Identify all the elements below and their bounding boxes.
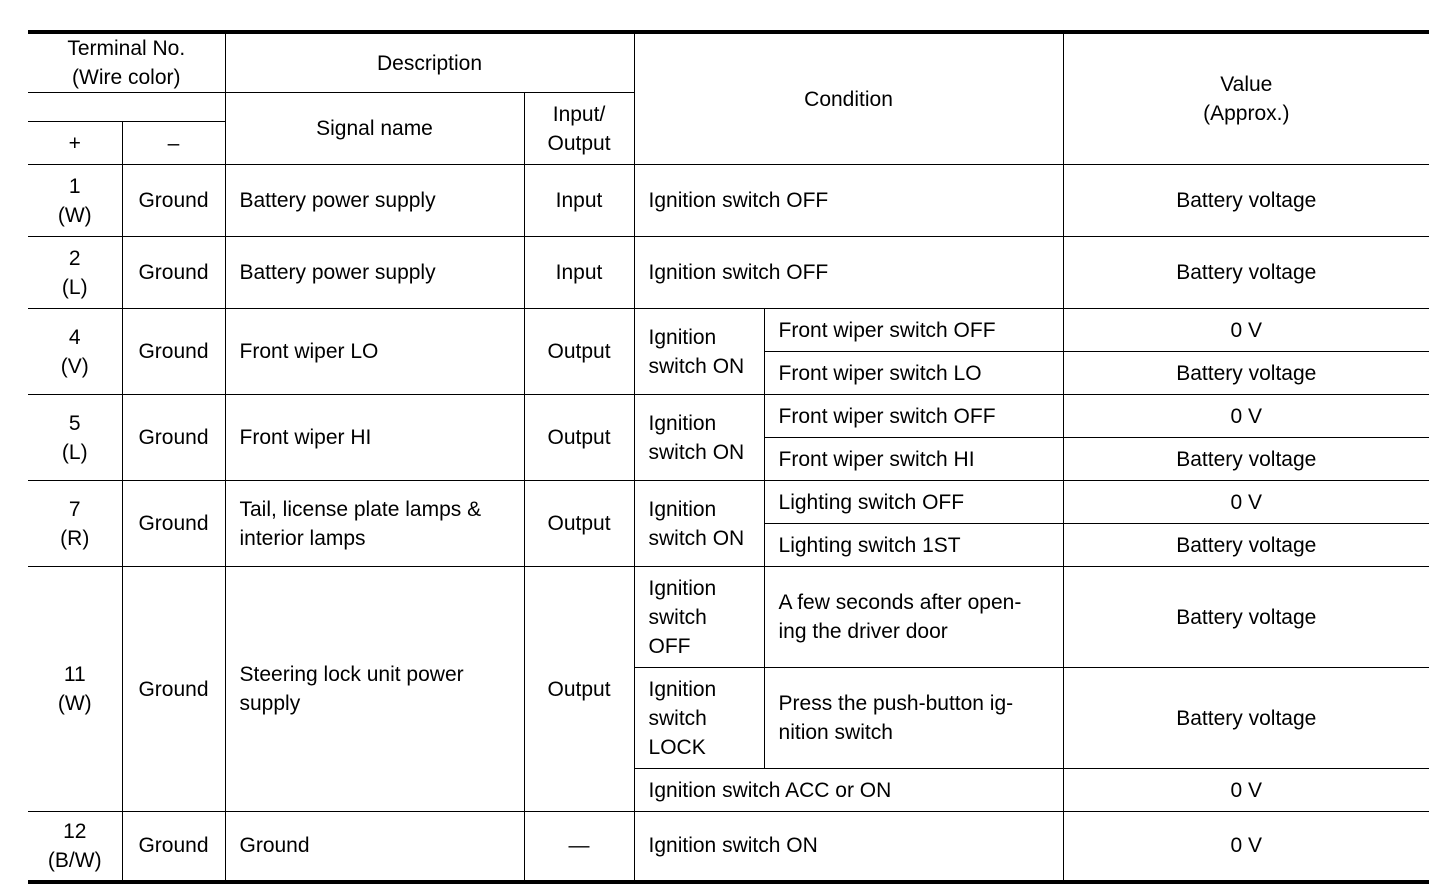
wire-color: (W)	[57, 692, 92, 715]
ground-cell: Ground	[122, 309, 225, 395]
header-value	[1063, 32, 1429, 165]
condition-main-line: switch ON	[648, 440, 745, 464]
header-input-output	[524, 93, 634, 165]
value-cell: 0 V	[1063, 481, 1429, 524]
condition-cell: Ignition switch OFF	[634, 237, 1063, 309]
condition-sub-cell	[764, 567, 1063, 668]
value-cell: 0 V	[1063, 812, 1429, 882]
condition-main-line: OFF	[648, 634, 691, 658]
condition-main-cell	[634, 668, 764, 769]
ground-cell: Ground	[122, 237, 225, 309]
condition-cell: Ignition switch ON	[634, 812, 1063, 882]
condition-main-line: switch ON	[648, 526, 745, 550]
terminal-number: 5	[68, 411, 81, 435]
header-terminal-line2: (Wire color)	[72, 66, 181, 89]
header-terminal-spacer	[28, 93, 225, 122]
io-cell: —	[524, 812, 634, 882]
condition-main-line: Ignition	[648, 576, 717, 600]
header-description: Description	[225, 32, 634, 93]
condition-sub-line: Press the push-button ig-	[778, 692, 1014, 715]
signal-name-line: interior lamps	[239, 526, 366, 550]
table-row	[28, 309, 1429, 352]
terminal-cell	[28, 165, 122, 237]
ground-cell: Ground	[122, 812, 225, 882]
terminal-number: 11	[63, 663, 86, 686]
signal-name-line: Steering lock unit power	[239, 663, 464, 686]
value-cell: Battery voltage	[1063, 567, 1429, 668]
io-cell: Output	[524, 309, 634, 395]
header-value-line2: (Approx.)	[1203, 102, 1290, 125]
io-cell: Output	[524, 395, 634, 481]
header-signal-name: Signal name	[225, 93, 524, 165]
io-cell: Input	[524, 237, 634, 309]
signal-name-cell	[225, 481, 524, 567]
condition-sub-cell: Lighting switch 1ST	[764, 524, 1063, 567]
ground-cell: Ground	[122, 567, 225, 812]
terminal-cell	[28, 395, 122, 481]
condition-cell: Ignition switch ACC or ON	[634, 769, 1063, 812]
signal-name-cell	[225, 567, 524, 812]
header-terminal-line1: Terminal No.	[67, 37, 186, 60]
signal-name-cell: Front wiper LO	[225, 309, 524, 395]
condition-sub-cell	[764, 668, 1063, 769]
signal-name-line: Tail, license plate lamps &	[239, 497, 482, 521]
table-row	[28, 165, 1429, 237]
ground-cell: Ground	[122, 481, 225, 567]
io-cell: Output	[524, 481, 634, 567]
terminal-cell	[28, 309, 122, 395]
header-plus: +	[28, 122, 122, 165]
wire-color: (W)	[57, 203, 92, 227]
signal-name-cell: Battery power supply	[225, 237, 524, 309]
condition-main-cell	[634, 567, 764, 668]
condition-sub-cell: Lighting switch OFF	[764, 481, 1063, 524]
wire-color: (B/W)	[47, 848, 102, 872]
condition-sub-line: nition switch	[778, 721, 893, 744]
condition-sub-cell: Front wiper switch HI	[764, 438, 1063, 481]
condition-main-line: switch	[648, 706, 707, 730]
condition-main-line: switch	[648, 605, 707, 629]
wire-color: (R)	[60, 526, 90, 550]
wire-color: (L)	[61, 275, 88, 299]
signal-name-line: supply	[239, 692, 301, 715]
ground-cell: Ground	[122, 165, 225, 237]
condition-sub-cell: Front wiper switch OFF	[764, 395, 1063, 438]
table-row	[28, 481, 1429, 524]
condition-sub-line: A few seconds after open-	[778, 591, 1022, 614]
value-cell: Battery voltage	[1063, 165, 1429, 237]
value-cell: Battery voltage	[1063, 352, 1429, 395]
terminal-number: 4	[68, 325, 81, 349]
condition-main-line: Ignition	[648, 497, 717, 521]
terminal-number: 1	[68, 174, 81, 198]
table-row	[28, 237, 1429, 309]
value-cell: Battery voltage	[1063, 524, 1429, 567]
terminal-spec-table	[28, 30, 1429, 884]
header-io-line2: Output	[547, 131, 611, 155]
terminal-cell	[28, 481, 122, 567]
terminal-number: 7	[68, 497, 81, 521]
value-cell: 0 V	[1063, 395, 1429, 438]
value-cell: Battery voltage	[1063, 237, 1429, 309]
signal-name-cell: Ground	[225, 812, 524, 882]
value-cell: Battery voltage	[1063, 668, 1429, 769]
condition-main-line: LOCK	[648, 735, 706, 759]
value-cell: Battery voltage	[1063, 438, 1429, 481]
condition-main-cell	[634, 395, 764, 481]
condition-main-line: Ignition	[648, 411, 717, 435]
ground-cell: Ground	[122, 395, 225, 481]
terminal-cell	[28, 812, 122, 882]
header-terminal-no	[28, 32, 225, 93]
io-cell: Input	[524, 165, 634, 237]
condition-main-line: switch ON	[648, 354, 745, 378]
header-condition: Condition	[634, 32, 1063, 165]
wire-color: (V)	[60, 354, 89, 378]
terminal-number: 12	[63, 819, 87, 843]
value-cell: 0 V	[1063, 769, 1429, 812]
condition-main-cell	[634, 309, 764, 395]
table-row	[28, 567, 1429, 668]
header-value-line1: Value	[1220, 73, 1273, 96]
terminal-cell	[28, 567, 122, 812]
header-io-line1: Input/	[552, 102, 606, 126]
condition-main-line: Ignition	[648, 325, 717, 349]
signal-name-cell: Front wiper HI	[225, 395, 524, 481]
condition-main-cell	[634, 481, 764, 567]
value-cell: 0 V	[1063, 309, 1429, 352]
condition-sub-cell: Front wiper switch OFF	[764, 309, 1063, 352]
condition-main-line: Ignition	[648, 677, 717, 701]
terminal-number: 2	[68, 246, 81, 270]
wire-color: (L)	[61, 440, 88, 464]
header-minus: –	[122, 122, 225, 165]
signal-name-cell: Battery power supply	[225, 165, 524, 237]
table-row	[28, 395, 1429, 438]
terminal-cell	[28, 237, 122, 309]
io-cell: Output	[524, 567, 634, 812]
table-row	[28, 812, 1429, 882]
condition-sub-cell: Front wiper switch LO	[764, 352, 1063, 395]
condition-cell: Ignition switch OFF	[634, 165, 1063, 237]
condition-sub-line: ing the driver door	[778, 620, 948, 643]
